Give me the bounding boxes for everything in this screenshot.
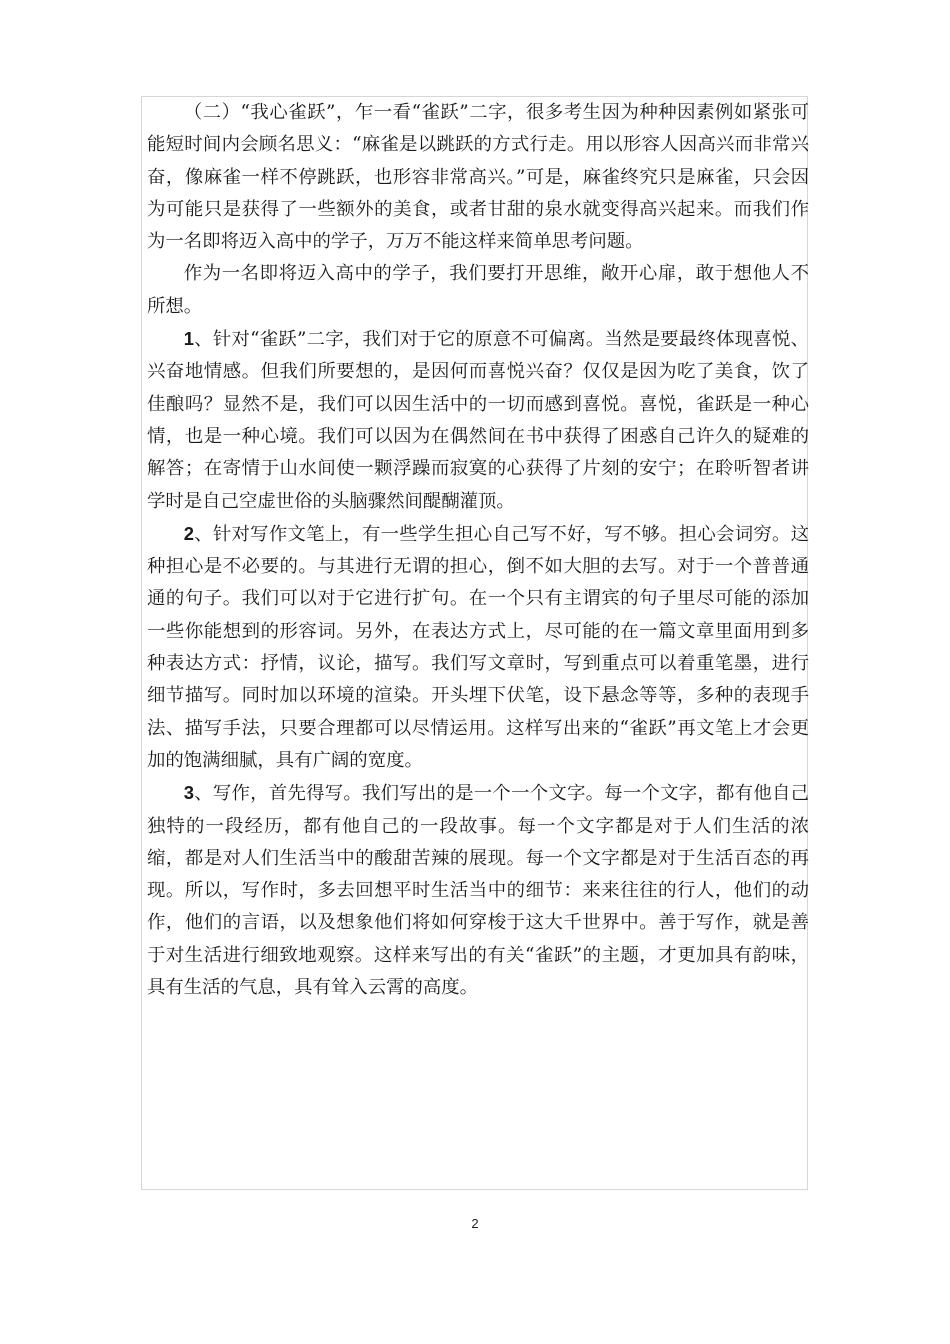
paragraph-point-2 xyxy=(147,518,809,777)
point-number: 2 xyxy=(183,522,195,544)
point-number: 1 xyxy=(183,328,195,350)
point-number: 3 xyxy=(183,782,195,804)
paragraph-thesis xyxy=(147,258,809,323)
document-body xyxy=(147,97,809,1004)
paragraph-intro xyxy=(147,97,809,258)
paragraph-text: 作为一名即将迈入高中的学子，我们要打开思维，敞开心扉，敢于想他人不所想。 xyxy=(147,263,809,317)
page-number: 2 xyxy=(471,1216,479,1231)
paragraph-point-1 xyxy=(147,323,809,518)
paragraph-point-3 xyxy=(147,777,809,1004)
paragraph-text: 、针对写作文笔上，有一些学生担心自己写不好，写不够。担心会词穷。这种担心是不必要的。与其进行无谓的担心，倒不如大胆的去写。对于一个普普通通的句子。我们可以对于它进行扩句。在一个只有主谓宾的句子里尽可能的添加一些你能想到的形容词。另外，在表达方式上，尽可能的在一篇文章里面用到多种表达方式：抒情，议论，描写。我们写文章时，写到重点可以着重笔墨，进行细节描写。同时加以环境的渲染。开头埋下伏笔，设下悬念等等，多种的表现手法、描写手法，只要合理都可以尽情运用。这样写出来的“雀跃”再文笔上才会更加的饱满细腻，具有广阔的宽度。 xyxy=(147,523,809,771)
paragraph-text: 、针对“雀跃”二字，我们对于它的原意不可偏离。当然是要最终体现喜悦、兴奋地情感。但我们所要想的，是因何而喜悦兴奋？仅仅是因为吃了美食，饮了佳酿吗？显然不是，我们可以因生活中的一切而感到喜悦。喜悦，雀跃是一种心情，也是一种心境。我们可以因为在偶然间在书中获得了困惑自己许久的疑难的解答；在寄情于山水间使一颗浮躁而寂寞的心获得了片刻的安宁；在聆听智者讲学时是自己空虚世俗的头脑骤然间醍醐灌顶。 xyxy=(147,329,809,512)
paragraph-text: （二）“我心雀跃”，乍一看“雀跃”二字，很多考生因为种种因素例如紧张可能短时间内会顾名思义：“麻雀是以跳跃的方式行走。用以形容人因高兴而非常兴奋，像麻雀一样不停跳跃，也形容非常高兴。”可是，麻雀终究只是麻雀，只会因为可能只是获得了一些额外的美食，或者甘甜的泉水就变得高兴起来。而我们作为一名即将迈入高中的学子，万万不能这样来简单思考问题。 xyxy=(147,102,809,253)
paragraph-text: 、写作，首先得写。我们写出的是一个一个文字。每一个文字，都有他自己独特的一段经历，都有他自己的一段故事。每一个文字都是对于人们生活的浓缩，都是对人们生活当中的酸甜苦辣的展现。每一个文字都是对于生活百态的再现。所以，写作时，多去回想平时生活当中的细节：来来往往的行人，他们的动作，他们的言语，以及想象他们将如何穿梭于这大千世界中。善于写作，就是善于对生活进行细致地观察。这样来写出的有关“雀跃”的主题，才更加具有韵味，具有生活的气息，具有耸入云霄的高度。 xyxy=(147,783,809,999)
